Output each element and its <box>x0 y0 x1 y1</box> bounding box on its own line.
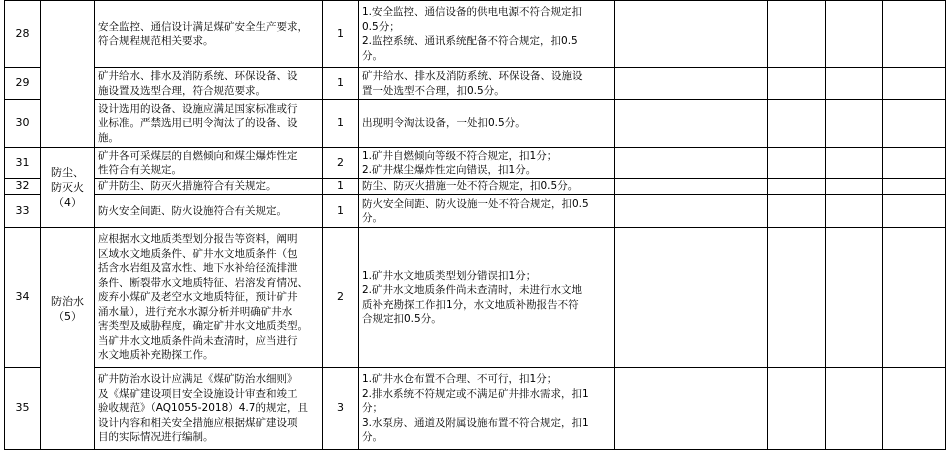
score-cell: 1 <box>323 195 359 228</box>
blank-cell <box>826 100 883 148</box>
blank-cell <box>768 1 826 68</box>
table-row <box>5 179 946 195</box>
blank-cell <box>768 195 826 228</box>
standard-cell: 1.矿井水仓布置不合理、不可行，扣1分； 2.排水系统不符规定或不满足矿井排水需求，扣1 分； 3.水泵房、通道及附属设施布置不符合规定，扣1 分。 <box>359 368 615 450</box>
item-number: 30 <box>5 100 41 148</box>
item-number: 29 <box>5 68 41 100</box>
table-row <box>5 228 946 368</box>
blank-cell <box>883 195 946 228</box>
score-cell: 1 <box>323 179 359 195</box>
blank-cell <box>768 368 826 450</box>
requirement-cell: 矿井给水、排水及消防系统、环保设备、设 施设置及选型合理，符合规范要求。 <box>95 68 323 100</box>
blank-cell <box>768 100 826 148</box>
blank-cell <box>883 179 946 195</box>
score-cell: 1 <box>323 1 359 68</box>
requirement-cell: 安全监控、通信设计满足煤矿安全生产要求， 符合规程规范相关要求。 <box>95 1 323 68</box>
blank-cell <box>615 148 768 179</box>
table-row <box>5 1 946 68</box>
requirement-cell: 矿井防尘、防灭火措施符合有关规定。 <box>95 179 323 195</box>
standard-cell: 1.安全监控、通信设备的供电电源不符合规定扣 0.5分； 2.监控系统、通讯系统配备不符合规定，扣0.5 分。 <box>359 1 615 68</box>
standard-cell: 出现明令淘汰设备，一处扣0.5分。 <box>359 100 615 148</box>
blank-cell <box>826 1 883 68</box>
blank-cell <box>883 148 946 179</box>
requirement-cell: 防火安全间距、防火设施符合有关规定。 <box>95 195 323 228</box>
score-cell: 2 <box>323 228 359 368</box>
blank-cell <box>615 68 768 100</box>
standard-cell: 矿井给水、排水及消防系统、环保设备、设施设 置一处选型不合理，扣0.5分。 <box>359 68 615 100</box>
blank-cell <box>615 1 768 68</box>
category-water: 防治水 （5） <box>41 228 95 450</box>
blank-cell <box>826 179 883 195</box>
item-number: 35 <box>5 368 41 450</box>
blank-cell <box>826 68 883 100</box>
blank-cell <box>768 228 826 368</box>
table-row <box>5 368 946 450</box>
item-number: 31 <box>5 148 41 179</box>
blank-cell <box>883 100 946 148</box>
standard-cell: 防火安全间距、防火设施一处不符合规定，扣0.5 分。 <box>359 195 615 228</box>
table-row <box>5 68 946 100</box>
score-cell: 1 <box>323 68 359 100</box>
score-cell: 2 <box>323 148 359 179</box>
blank-cell <box>826 368 883 450</box>
item-number: 28 <box>5 1 41 68</box>
table-row <box>5 148 946 179</box>
category-cell <box>41 1 95 148</box>
blank-cell <box>615 195 768 228</box>
blank-cell <box>826 148 883 179</box>
blank-cell <box>768 148 826 179</box>
score-cell: 3 <box>323 368 359 450</box>
requirement-cell: 应根据水文地质类型划分报告等资料，阐明 区域水文地质条件、矿井水文地质条件（包 括含水岩组及富水性、地下水补给径流排泄 条件、断裂带水文地质特征、岩溶发育情况、 废弃小煤矿及老空水文地质特征，预计矿井 涌水量），进行充水水源分析并明确矿井水 害类型及威胁程度，确定矿井水文地质类型。 当矿井水文地质条件尚未查清时，应当进行 水文地质补充勘探工作。 <box>95 228 323 368</box>
blank-cell <box>615 228 768 368</box>
item-number: 33 <box>5 195 41 228</box>
standard-cell: 1.矿井水文地质类型划分错误扣1分； 2.矿井水文地质条件尚未查清时，未进行水文地 质补充勘探工作扣1分，水文地质补勘报告不符 合规定扣0.5分。 <box>359 228 615 368</box>
standard-cell: 防尘、防灭火措施一处不符合规定，扣0.5分。 <box>359 179 615 195</box>
blank-cell <box>615 368 768 450</box>
blank-cell <box>826 228 883 368</box>
table-row <box>5 195 946 228</box>
blank-cell <box>883 1 946 68</box>
blank-cell <box>768 68 826 100</box>
item-number: 32 <box>5 179 41 195</box>
blank-cell <box>615 100 768 148</box>
blank-cell <box>768 179 826 195</box>
evaluation-table <box>4 0 946 450</box>
category-dust-fire: 防尘、 防灭火 （4） <box>41 148 95 228</box>
standard-cell: 1.矿井自燃倾向等级不符合规定，扣1分； 2.矿井煤尘爆炸性定向错误，扣1分。 <box>359 148 615 179</box>
requirement-cell: 矿井防治水设计应满足《煤矿防治水细则》 及《煤矿建设项目安全设施设计审查和竣工 验收规范》（AQ1055-2018）4.7的规定，且 设计内容和相关安全措施应根据煤矿建设项 目的实际情况进行编制。 <box>95 368 323 450</box>
requirement-cell: 矿井各可采煤层的自燃倾向和煤尘爆炸性定 性符合有关规定。 <box>95 148 323 179</box>
item-number: 34 <box>5 228 41 368</box>
table-row <box>5 100 946 148</box>
blank-cell <box>826 195 883 228</box>
blank-cell <box>615 179 768 195</box>
requirement-cell: 设计选用的设备、设施应满足国家标准或行 业标准。严禁选用已明令淘汰了的设备、设 施。 <box>95 100 323 148</box>
blank-cell <box>883 368 946 450</box>
blank-cell <box>883 68 946 100</box>
score-cell: 1 <box>323 100 359 148</box>
blank-cell <box>883 228 946 368</box>
